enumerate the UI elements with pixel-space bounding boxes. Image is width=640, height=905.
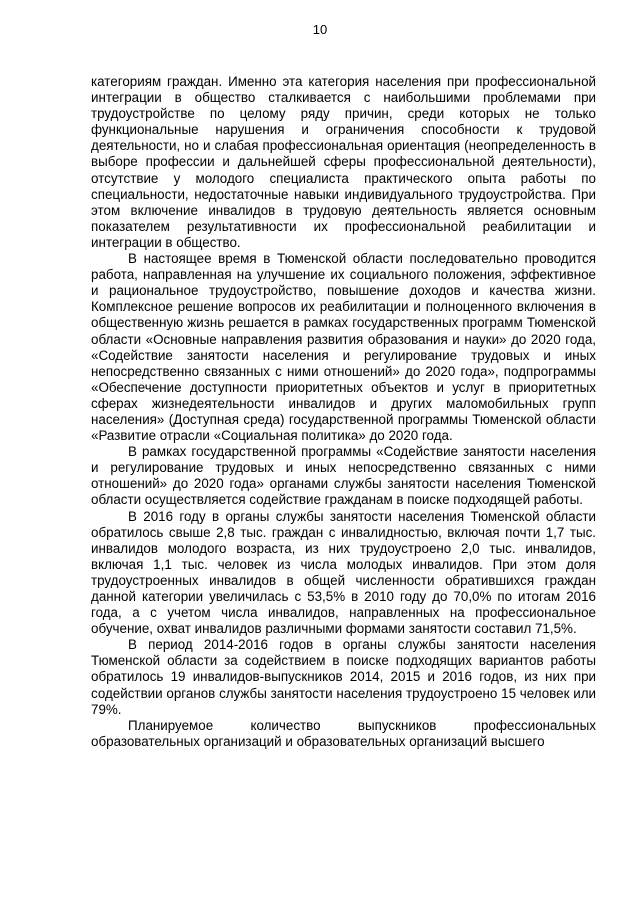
paragraph-2: В настоящее время в Тюменской области последовательно проводится работа, направленная на улучшение их социального положения, эффективное и рациональное трудоустройство, повышение доходов и качества жизни. Комплексное решение вопросов их реабилитации и полноценного включения в общественную жизнь решается в рамках государственных программ Тюменской области «Основные направления развития образования и науки» до 2020 года, «Содействие занятости населения и регулирование трудовых и иных непосредственно связанных с ними отношений» до 2020 года», подпрограммы «Обеспечение доступности приоритетных объектов и услуг в приоритетных сферах жизнедеятельности инвалидов и других маломобильных групп населения» (Доступная среда) государственной программы Тюменской области «Развитие отрасли «Социальная политика» до 2020 года.	[91, 251, 596, 444]
paragraph-4: В 2016 году в органы службы занятости населения Тюменской области обратилось свыше 2,8 тыс. граждан с инвалидностью, включая почти 1,7 тыс. инвалидов молодого возраста, из них трудоустроено 2,0 тыс. инвалидов, включая 1,1 тыс. человек из числа молодых инвалидов. При этом доля трудоустроенных инвалидов в общей численности обратившихся граждан данной категории увеличилась с 53,5% в 2010 году до 70,0% по итогам 2016 года, а с учетом числа инвалидов, направленных на профессиональное обучение, охват инвалидов различными формами занятости составил 71,5%.	[91, 508, 596, 637]
document-body	[91, 74, 596, 750]
page-number: 10	[312, 22, 328, 37]
paragraph-5: В период 2014-2016 годов в органы службы занятости населения Тюменской области за содействием в поиске подходящих вариантов работы обратилось 19 инвалидов-выпускников 2014, 2015 и 2016 годов, из них при содействии органов службы занятости населения трудоустроено 15 человек или 79%.	[91, 637, 596, 717]
paragraph-3: В рамках государственной программы «Содействие занятости населения и регулирование трудовых и иных непосредственно связанных с ними отношений» до 2020 года» органами службы занятости населения Тюменской области осуществляется содействие гражданам в поиске подходящей работы.	[91, 444, 596, 508]
paragraph-1: категориям граждан. Именно эта категория населения при профессиональной интеграции в общество сталкивается с наибольшими проблемами при трудоустройстве по целому ряду причин, среди которых не только функциональные нарушения и ограничения способности к трудовой деятельности, но и слабая профессиональная ориентация (неопределенность в выборе профессии и дальнейшей сферы профессиональной деятельности), отсутствие у молодого специалиста практического опыта работы по специальности, недостаточные навыки индивидуального трудоустройства. При этом включение инвалидов в трудовую деятельность является основным показателем результативности их профессиональной реабилитации и интеграции в общество.	[91, 74, 596, 250]
paragraph-6: Планируемое количество выпускников профессиональных образовательных организаций и образовательных организаций высшего	[91, 717, 596, 749]
